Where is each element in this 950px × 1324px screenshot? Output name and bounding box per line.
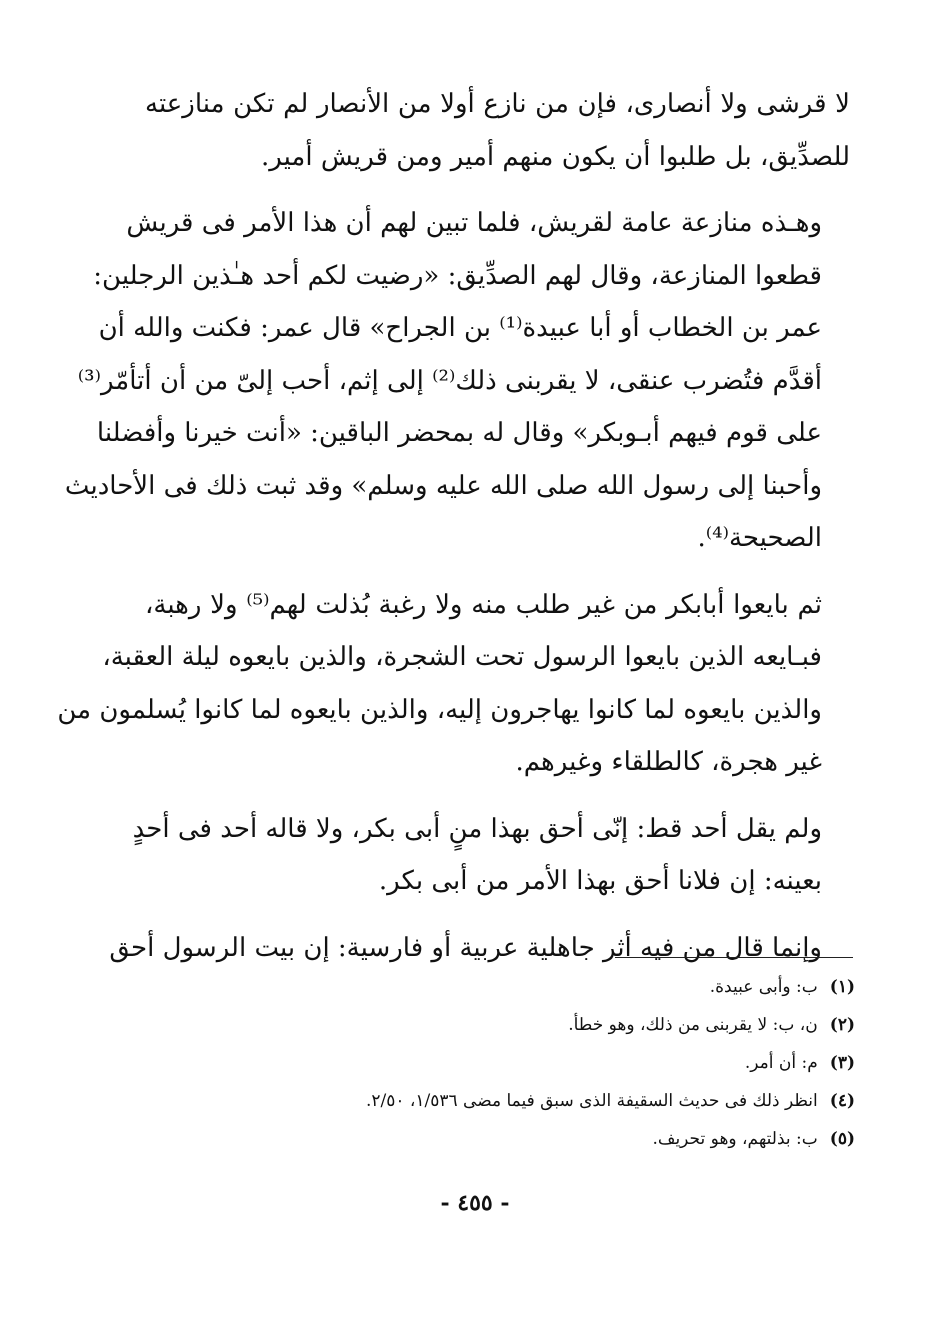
text-line: أقدَّم فتُضرب عنقى، لا يقربنى ذلك⁽²⁾ إلى إثم، أحب إلىّ من أن أتأمّر⁽³⁾ [77, 365, 822, 396]
paragraph [57, 579, 850, 789]
footnote [135, 1044, 855, 1082]
text-line: ولم يقل أحد قط: إنّى أحق بهذا منٍ أبى بكر، ولا قاله أحد فى أحدٍ [132, 813, 822, 844]
paragraph [132, 803, 850, 908]
text-line: على قوم فيهم أبـوبكر» وقال له بمحضر الباقين: «أنت خيرنا وأفضلنا [96, 418, 822, 448]
footnotes [135, 968, 855, 1158]
text-line: غير هجرة، كالطلقاء وغيرهم. [515, 747, 822, 777]
text-line: فبـايعه الذين بايعوا الرسول تحت الشجرة، والذين بايعوه ليلة العقبة، [102, 642, 822, 672]
footnote [135, 1120, 855, 1158]
text-line: وأحبنا إلى رسول الله صلى الله عليه وسلم» وقد ثبت ذلك فى الأحاديث [64, 470, 822, 501]
footnote-number: (٣) [829, 1053, 855, 1073]
text-line: للصدِّيق، بل طلبوا أن يكون منهم أمير ومن قريش أمير. [260, 141, 850, 172]
text-line: لا قرشى ولا أنصارى، فإن من نازع أولا من الأنصار لم تكن منازعته [145, 89, 850, 119]
footnote [135, 1082, 855, 1120]
text-line: الصحيحة⁽⁴⁾. [697, 523, 822, 553]
footnote-number: (١) [829, 977, 855, 997]
footnote-separator [615, 957, 853, 958]
paragraph [145, 78, 850, 183]
footnote-text: ب: بذلتهم، وهو تحريف. [652, 1129, 818, 1149]
text-line: وإنما قال من فيه أثر جاهلية عربية أو فارسية: إن بيت الرسول أحق [109, 932, 822, 963]
paragraph [64, 197, 850, 565]
page-number: - ٤٥٥ - [440, 1190, 510, 1216]
footnote-text: م: أن أمر. [744, 1053, 818, 1073]
footnote-text: ب: وأبى عبيدة. [709, 977, 818, 997]
text-line: قطعوا المنازعة، وقال لهم الصدِّيق: «رضيت لكم أحد هـٰذين الرجلين: [93, 260, 822, 291]
footnote-number: (٢) [829, 1015, 855, 1035]
text-line: بعينه: إن فلانا أحق بهذا الأمر من أبى بكر. [378, 866, 822, 896]
text-line: عمر بن الخطاب أو أبا عبيدة⁽¹⁾ بن الجراح» قال عمر: فكنت والله أن [98, 313, 822, 343]
text-line: ثم بايعوا أبابكر من غير طلب منه ولا رغبة بُذلت لهم⁽⁵⁾ ولا رهبة، [145, 589, 823, 620]
main-text [57, 78, 850, 988]
footnote-number: (٥) [829, 1129, 855, 1149]
footnote-text: انظر ذلك فى حديث السقيفة الذى سبق فيما مضى ١/٥٣٦، ٢/٥٠. [365, 1091, 818, 1111]
text-line: وهـذه منازعة عامة لقريش، فلما تبين لهم أن هذا الأمر فى قريش [126, 208, 822, 238]
footnote-number: (٤) [829, 1091, 855, 1111]
footnote [135, 968, 855, 1006]
text-line: والذين بايعوه لما كانوا يهاجرون إليه، والذين بايعوه لما كانوا يُسلمون من [57, 694, 822, 725]
footnote-text: ن، ب: لا يقربنى من ذلك، وهو خطأ. [568, 1015, 818, 1035]
footnote [135, 1006, 855, 1044]
paragraph [109, 922, 850, 975]
